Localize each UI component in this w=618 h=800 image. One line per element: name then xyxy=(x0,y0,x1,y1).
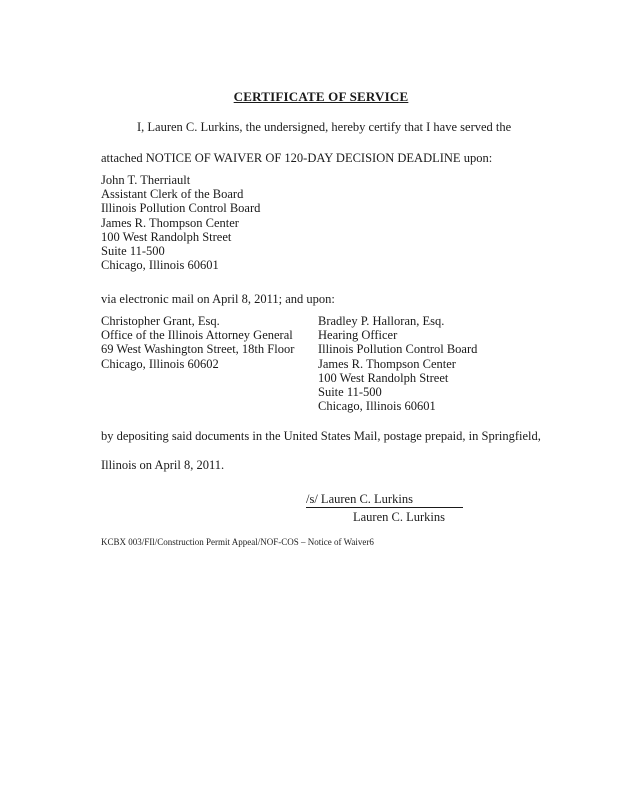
address-line: Illinois Pollution Control Board xyxy=(101,201,261,216)
address-line: Christopher Grant, Esq. xyxy=(101,314,220,328)
address-line: Chicago, Illinois 60601 xyxy=(318,399,436,414)
certification-line-1: I, Lauren C. Lurkins, the undersigned, hereby certify that I have served the xyxy=(137,120,512,134)
signer-name: Lauren C. Lurkins xyxy=(353,510,445,524)
address-line: Suite 11-500 xyxy=(101,244,165,259)
address-line: James R. Thompson Center xyxy=(318,356,456,371)
address-line: John T. Therriault xyxy=(101,173,191,187)
document-title: CERTIFICATE OF SERVICE xyxy=(233,89,409,104)
address-line: Illinois Pollution Control Board xyxy=(318,342,478,357)
electronic-signature: /s/ Lauren C. Lurkins xyxy=(306,492,463,508)
address-line: 69 West Washington Street, 18th Floor xyxy=(101,342,295,357)
address-line: Bradley P. Halloran, Esq. xyxy=(318,314,445,328)
attorney-general-address xyxy=(101,314,294,371)
address-line: Chicago, Illinois 60602 xyxy=(101,356,219,371)
address-line: Hearing Officer xyxy=(318,328,398,343)
address-line: Assistant Clerk of the Board xyxy=(101,187,244,202)
address-line: Office of the Illinois Attorney General xyxy=(101,328,293,343)
hearing-officer-address xyxy=(318,314,477,413)
mailing-line-1: by depositing said documents in the United States Mail, postage prepaid, in Springfield, xyxy=(101,429,541,443)
mailing-line-2: Illinois on April 8, 2011. xyxy=(101,458,225,472)
address-line: Suite 11-500 xyxy=(318,385,382,400)
address-line: Chicago, Illinois 60601 xyxy=(101,258,219,273)
address-line: 100 West Randolph Street xyxy=(318,370,449,385)
service-method-line: via electronic mail on April 8, 2011; and upon: xyxy=(101,292,335,306)
document-footer: KCBX 003/FIl/Construction Permit Appeal/NOF-COS – Notice of Waiver6 xyxy=(101,537,374,547)
address-line: James R. Thompson Center xyxy=(101,215,239,230)
board-clerk-address xyxy=(101,173,260,272)
certification-line-2: attached NOTICE OF WAIVER OF 120-DAY DECISION DEADLINE upon: xyxy=(101,151,493,165)
address-line: 100 West Randolph Street xyxy=(101,229,232,244)
